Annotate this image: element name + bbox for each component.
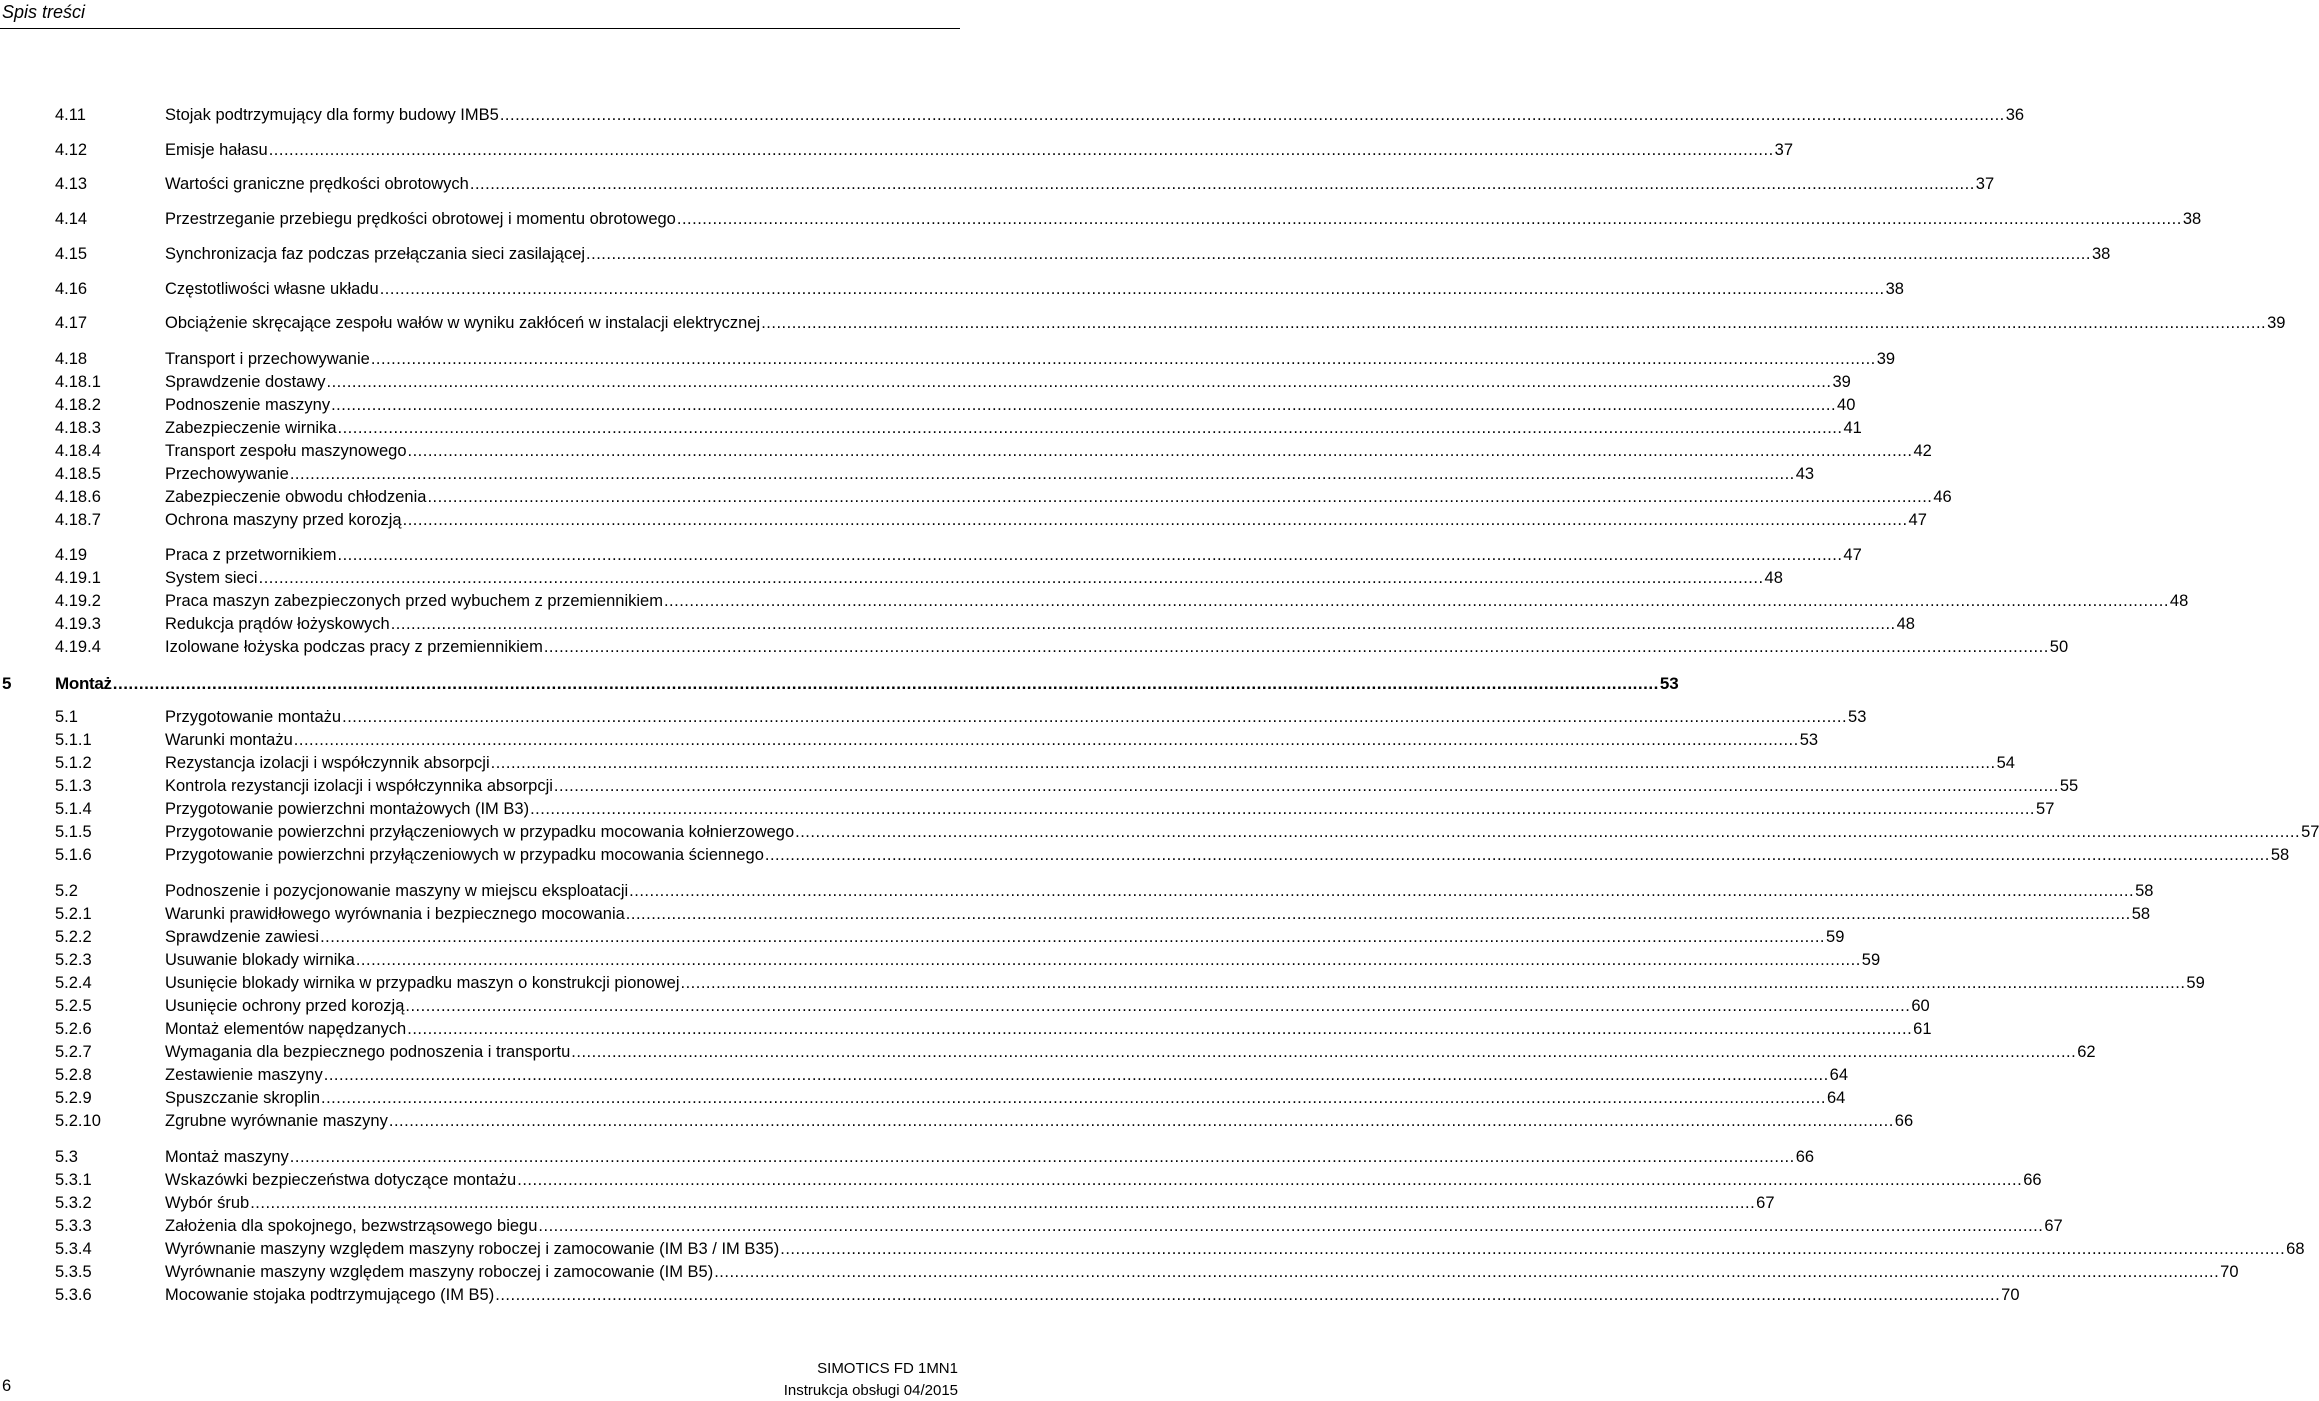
- toc-entry-page: 58: [2135, 882, 2154, 900]
- toc-entry-number: 4.18: [55, 350, 88, 368]
- toc-entry-number: 5.2.5: [55, 997, 92, 1015]
- toc-entry-page: 53: [1659, 674, 1679, 693]
- toc-entry-page: 59: [1861, 951, 1881, 969]
- toc-entry-number: 4.18.4: [55, 442, 101, 460]
- toc-entry-number: 5.3.4: [55, 1240, 92, 1258]
- toc-entry-number: 5.2.7: [55, 1043, 92, 1061]
- toc-dot-leader: [407, 1020, 1912, 1039]
- footer-product-name: SIMOTICS FD 1MN1: [817, 1360, 958, 1377]
- toc-entry-title: Wybór śrub: [165, 1194, 250, 1212]
- toc-entry[interactable]: [55, 175, 1995, 197]
- toc-dot-leader: [571, 1043, 2076, 1062]
- toc-entry-title: Rezystancja izolacji i współczynnik absorpcji: [165, 754, 490, 772]
- toc-entry[interactable]: [55, 569, 1783, 591]
- toc-entry-title: Transport i przechowywanie: [165, 350, 370, 368]
- toc-entry-title: Montaż maszyny: [165, 1148, 289, 1166]
- toc-entry-page: 37: [1975, 175, 1995, 193]
- toc-entry-page: 66: [1894, 1112, 1914, 1130]
- toc-dot-leader: [408, 442, 1913, 461]
- toc-entry-number: 5.2.3: [55, 951, 92, 969]
- toc-entry[interactable]: [55, 1043, 2096, 1065]
- toc-entry-page: 64: [1826, 1089, 1846, 1107]
- toc-entry-page: 43: [1795, 465, 1815, 483]
- toc-entry[interactable]: [55, 731, 1819, 753]
- toc-entry-page: 48: [1764, 569, 1783, 587]
- toc-dot-leader: [320, 928, 1825, 947]
- toc-entry-number: 4.19.1: [55, 569, 101, 587]
- toc-entry-title: Montaż elementów napędzanych: [165, 1020, 407, 1038]
- toc-entry-number: 4.18.6: [55, 488, 101, 506]
- toc-entry-number: 4.17: [55, 314, 88, 332]
- toc-entry-number: 5: [2, 674, 12, 693]
- toc-entry-title: Mocowanie stojaka podtrzymującego (IM B5): [165, 1286, 495, 1304]
- toc-entry[interactable]: [55, 638, 2069, 660]
- toc-entry-title: Transport zespołu maszynowego: [165, 442, 407, 460]
- toc-dot-leader: [517, 1171, 2022, 1190]
- toc-entry-number: 4.14: [55, 210, 88, 228]
- toc-entry-title: Emisje hałasu: [165, 141, 268, 159]
- toc-entry-number: 4.18.7: [55, 511, 101, 529]
- toc-entry-number: 5.2.2: [55, 928, 92, 946]
- toc-dot-leader: [356, 951, 1861, 970]
- toc-dot-leader: [294, 731, 1799, 750]
- toc-entry[interactable]: [55, 754, 2015, 776]
- toc-entry-page: 36: [2005, 106, 2025, 124]
- toc-entry-page: 48: [1896, 615, 1915, 633]
- toc-dot-leader: [470, 175, 1975, 194]
- toc-entry-page: 66: [2023, 1171, 2042, 1189]
- toc-dot-leader: [491, 754, 1996, 773]
- toc-dot-leader: [500, 106, 2005, 125]
- toc-entry-page: 37: [1774, 141, 1794, 159]
- toc-dot-leader: [337, 546, 1842, 565]
- toc-dot-leader: [554, 777, 2059, 796]
- toc-entry-number: 5.2.4: [55, 974, 92, 992]
- toc-entry-title: Wyrównanie maszyny względem maszyny roboczej i zamocowanie (IM B5): [165, 1263, 714, 1281]
- toc-entry-number: 5.3.3: [55, 1217, 92, 1235]
- toc-entry[interactable]: [55, 442, 1932, 464]
- toc-entry-title: Ochrona maszyny przed korozją: [165, 511, 402, 529]
- toc-entry[interactable]: [55, 615, 1915, 637]
- page-number: 6: [2, 1377, 12, 1395]
- toc-entry-page: 66: [1795, 1148, 1815, 1166]
- toc-entry-title: Zabezpieczenie wirnika: [165, 419, 337, 437]
- toc-entry-title: Podnoszenie i pozycjonowanie maszyny w miejscu eksploatacji: [165, 882, 629, 900]
- toc-entry[interactable]: [55, 106, 2025, 128]
- toc-entry-title: Warunki prawidłowego wyrównania i bezpiecznego mocowania: [165, 905, 625, 923]
- toc-dot-leader: [544, 638, 2049, 657]
- toc-entry[interactable]: [55, 488, 1952, 510]
- toc-entry-page: 70: [2001, 1286, 2020, 1304]
- toc-entry-page: 67: [2044, 1217, 2063, 1235]
- toc-entry[interactable]: [55, 350, 1896, 372]
- toc-entry-title: Założenia dla spokojnego, bezwstrząsowego biegu: [165, 1217, 538, 1235]
- toc-entry[interactable]: [55, 1217, 2063, 1239]
- toc-entry[interactable]: [55, 141, 1794, 163]
- toc-entry-page: 38: [2182, 210, 2202, 228]
- toc-dot-leader: [371, 350, 1876, 369]
- toc-entry-number: 4.13: [55, 175, 88, 193]
- toc-entry[interactable]: [55, 708, 1867, 730]
- toc-entry-number: 5.2.1: [55, 905, 92, 923]
- toc-dot-leader: [714, 1263, 2219, 1282]
- toc-entry-number: 4.15: [55, 245, 88, 263]
- toc-dot-leader: [338, 419, 1843, 438]
- toc-dot-leader: [259, 569, 1764, 588]
- toc-dot-leader: [113, 674, 1659, 694]
- toc-dot-leader: [403, 511, 1908, 530]
- toc-entry[interactable]: [55, 905, 2151, 927]
- toc-dot-leader: [795, 823, 2300, 842]
- toc-entry-page: 58: [2131, 905, 2151, 923]
- toc-entry-page: 47: [1908, 511, 1927, 529]
- toc-dot-leader: [324, 1066, 1829, 1085]
- toc-entry-number: 5.1.6: [55, 846, 92, 864]
- toc-entry-page: 68: [2286, 1240, 2305, 1258]
- toc-entry-title: Zabezpieczenie obwodu chłodzenia: [165, 488, 427, 506]
- toc-entry-page: 67: [1756, 1194, 1775, 1212]
- toc-entry[interactable]: [55, 1148, 1815, 1170]
- toc-entry-number: 5.3.6: [55, 1286, 92, 1304]
- toc-entry-page: 53: [1848, 708, 1867, 726]
- toc-entry-page: 57: [2301, 823, 2319, 841]
- toc-dot-leader: [629, 882, 2134, 901]
- toc-entry-title: Spuszczanie skroplin: [165, 1089, 320, 1107]
- toc-dot-leader: [780, 1240, 2285, 1259]
- toc-entry-number: 4.19.3: [55, 615, 101, 633]
- toc-entry-title: Przechowywanie: [165, 465, 289, 483]
- toc-entry[interactable]: [55, 928, 1845, 950]
- toc-entry-title: Usuwanie blokady wirnika: [165, 951, 355, 969]
- toc-entry-title: Sprawdzenie dostawy: [165, 373, 326, 391]
- toc-entry-page: 47: [1843, 546, 1862, 564]
- toc-entry-page: 64: [1829, 1066, 1849, 1084]
- toc-entry-page: 58: [2270, 846, 2290, 864]
- toc-entry-number: 4.18.5: [55, 465, 101, 483]
- toc-entry-page: 46: [1933, 488, 1952, 506]
- toc-entry[interactable]: [55, 546, 1862, 568]
- toc-entry-number: 4.19.2: [55, 592, 101, 610]
- toc-entry-page: 53: [1799, 731, 1819, 749]
- toc-dot-leader: [495, 1286, 2000, 1305]
- toc-entry-title: Podnoszenie maszyny: [165, 396, 331, 414]
- toc-chapter-entry[interactable]: [2, 674, 1679, 696]
- toc-entry-number: 4.18.1: [55, 373, 101, 391]
- toc-entry-title: Praca maszyn zabezpieczonych przed wybuchem z przemiennikiem: [165, 592, 663, 610]
- toc-entry-number: 5.2.8: [55, 1066, 92, 1084]
- toc-dot-leader: [405, 997, 1910, 1016]
- toc-entry[interactable]: [55, 1286, 2020, 1308]
- toc-entry-number: 4.18.3: [55, 419, 101, 437]
- toc-dot-leader: [290, 1148, 1795, 1167]
- toc-entry-page: 48: [2169, 592, 2189, 610]
- toc-entry-page: 57: [2036, 800, 2055, 818]
- toc-dot-leader: [250, 1194, 1755, 1213]
- toc-dot-leader: [290, 465, 1795, 484]
- toc-entry[interactable]: [55, 1089, 1846, 1111]
- toc-dot-leader: [626, 905, 2131, 924]
- toc-entry-title: Usunięcie ochrony przed korozją: [165, 997, 405, 1015]
- toc-entry[interactable]: [55, 245, 2111, 267]
- toc-entry-title: Przygotowanie powierzchni przyłączeniowych w przypadku mocowania kołnierzowego: [165, 823, 795, 841]
- toc-dot-leader: [680, 974, 2185, 993]
- toc-entry-number: 4.18.2: [55, 396, 101, 414]
- toc-entry-number: 5.2.9: [55, 1089, 92, 1107]
- toc-entry-page: 39: [1832, 373, 1851, 391]
- toc-entry[interactable]: [55, 396, 1856, 418]
- toc-entry-title: Synchronizacja faz podczas przełączania sieci zasilającej: [165, 245, 586, 263]
- toc-entry-page: 41: [1843, 419, 1862, 437]
- toc-entry-page: 59: [2186, 974, 2205, 992]
- toc-entry[interactable]: [55, 1020, 1932, 1042]
- toc-entry[interactable]: [55, 997, 1930, 1019]
- toc-entry-number: 5.2.10: [55, 1112, 101, 1130]
- toc-entry[interactable]: [55, 1112, 1914, 1134]
- toc-dot-leader: [380, 280, 1885, 299]
- toc-entry[interactable]: [55, 882, 2154, 904]
- toc-entry-title: Przestrzeganie przebiegu prędkości obrotowej i momentu obrotowego: [165, 210, 676, 228]
- toc-entry[interactable]: [55, 373, 1851, 395]
- toc-entry-title: Kontrola rezystancji izolacji i współczynnika absorpcji: [165, 777, 553, 795]
- toc-dot-leader: [427, 488, 1932, 507]
- toc-entry-page: 38: [2091, 245, 2111, 263]
- toc-entry-number: 5.1.3: [55, 777, 92, 795]
- toc-entry-page: 38: [1885, 280, 1904, 298]
- toc-entry-title: Obciążenie skręcające zespołu wałów w wyniku zakłóceń w instalacji elektrycznej: [165, 314, 761, 332]
- toc-entry[interactable]: [55, 210, 2202, 232]
- toc-entry[interactable]: [55, 777, 2079, 799]
- toc-entry[interactable]: [55, 846, 2290, 868]
- toc-entry-number: 4.19.4: [55, 638, 101, 656]
- footer-manual-title: Instrukcja obsługi 04/2015: [783, 1382, 958, 1399]
- toc-entry-page: 40: [1837, 396, 1856, 414]
- toc-entry-number: 5.1: [55, 708, 78, 726]
- toc-entry-page: 39: [1876, 350, 1896, 368]
- toc-entry-page: 54: [1996, 754, 2015, 772]
- toc-entry-title: Usunięcie blokady wirnika w przypadku maszyn o konstrukcji pionowej: [165, 974, 680, 992]
- toc-entry-number: 5.1.2: [55, 754, 92, 772]
- toc-dot-leader: [538, 1217, 2043, 1236]
- toc-entry[interactable]: [55, 1240, 2305, 1262]
- toc-entry-number: 5.2.6: [55, 1020, 92, 1038]
- toc-entry-title: Warunki montażu: [165, 731, 293, 749]
- toc-entry[interactable]: [55, 800, 2055, 822]
- toc-entry-title: Zgrubne wyrównanie maszyny: [165, 1112, 388, 1130]
- toc-entry[interactable]: [55, 1171, 2042, 1193]
- toc-entry[interactable]: [55, 823, 2319, 845]
- toc-entry-title: Przygotowanie montażu: [165, 708, 342, 726]
- toc-entry-page: 42: [1913, 442, 1932, 460]
- toc-entry-number: 4.12: [55, 141, 88, 159]
- toc-entry-title: Montaż: [55, 674, 112, 693]
- toc-entry-page: 39: [2267, 314, 2286, 332]
- toc-entry[interactable]: [55, 511, 1927, 533]
- toc-dot-leader: [321, 1089, 1826, 1108]
- toc-entry-number: 4.19: [55, 546, 88, 564]
- toc-dot-leader: [327, 373, 1832, 392]
- toc-dot-leader: [331, 396, 1836, 415]
- toc-entry-page: 61: [1913, 1020, 1932, 1038]
- toc-entry-page: 70: [2220, 1263, 2239, 1281]
- toc-entry[interactable]: [55, 280, 1904, 302]
- toc-entry-title: System sieci: [165, 569, 258, 587]
- toc-entry-title: Wymagania dla bezpiecznego podnoszenia i transportu: [165, 1043, 571, 1061]
- toc-entry-title: Praca z przetwornikiem: [165, 546, 337, 564]
- toc-entry-page: 55: [2059, 777, 2079, 795]
- toc-dot-leader: [677, 210, 2182, 229]
- toc-entry[interactable]: [55, 951, 1881, 973]
- toc-entry-title: Zestawienie maszyny: [165, 1066, 323, 1084]
- toc-entry[interactable]: [55, 592, 2189, 614]
- toc-entry-title: Wartości graniczne prędkości obrotowych: [165, 175, 469, 193]
- toc-entry-title: Stojak podtrzymujący dla formy budowy IMB5: [165, 106, 499, 124]
- toc-dot-leader: [269, 141, 1774, 160]
- toc-entry-page: 62: [2077, 1043, 2096, 1061]
- toc-entry-page: 50: [2049, 638, 2069, 656]
- toc-dot-leader: [761, 314, 2266, 333]
- toc-entry-number: 5.3.2: [55, 1194, 92, 1212]
- toc-entry[interactable]: [55, 314, 2286, 336]
- running-header-title: Spis treści: [2, 2, 86, 22]
- toc-entry-number: 5.1.4: [55, 800, 92, 818]
- toc-entry-number: 5.3.5: [55, 1263, 92, 1281]
- toc-entry[interactable]: [55, 1194, 1775, 1216]
- toc-dot-leader: [530, 800, 2035, 819]
- toc-entry-title: Izolowane łożyska podczas pracy z przemiennikiem: [165, 638, 543, 656]
- toc-entry[interactable]: [55, 1263, 2239, 1285]
- toc-entry-number: 5.3.1: [55, 1171, 92, 1189]
- toc-entry-title: Wyrównanie maszyny względem maszyny roboczej i zamocowanie (IM B3 / IM B35): [165, 1240, 780, 1258]
- toc-dot-leader: [664, 592, 2169, 611]
- toc-dot-leader: [342, 708, 1847, 727]
- toc-dot-leader: [586, 245, 2091, 264]
- toc-entry-page: 60: [1911, 997, 1930, 1015]
- toc-entry-number: 5.1.5: [55, 823, 92, 841]
- toc-entry-number: 4.16: [55, 280, 88, 298]
- toc-entry-title: Częstotliwości własne układu: [165, 280, 379, 298]
- toc-entry[interactable]: [55, 419, 1862, 441]
- toc-dot-leader: [391, 615, 1896, 634]
- toc-entry[interactable]: [55, 465, 1815, 487]
- toc-entry-page: 59: [1826, 928, 1845, 946]
- toc-entry-title: Przygotowanie powierzchni przyłączeniowych w przypadku mocowania ściennego: [165, 846, 764, 864]
- toc-entry-title: Przygotowanie powierzchni montażowych (IM B3): [165, 800, 530, 818]
- toc-entry-title: Sprawdzenie zawiesi: [165, 928, 320, 946]
- toc-entry[interactable]: [55, 1066, 1849, 1088]
- toc-entry-number: 5.2: [55, 882, 78, 900]
- toc-entry-number: 4.11: [55, 106, 86, 124]
- toc-entry-title: Redukcja prądów łożyskowych: [165, 615, 390, 633]
- toc-entry-number: 5.3: [55, 1148, 78, 1166]
- toc-dot-leader: [765, 846, 2270, 865]
- toc-entry-title: Wskazówki bezpieczeństwa dotyczące montażu: [165, 1171, 517, 1189]
- toc-entry-number: 5.1.1: [55, 731, 92, 749]
- toc-entry[interactable]: [55, 974, 2205, 996]
- toc-dot-leader: [389, 1112, 1894, 1131]
